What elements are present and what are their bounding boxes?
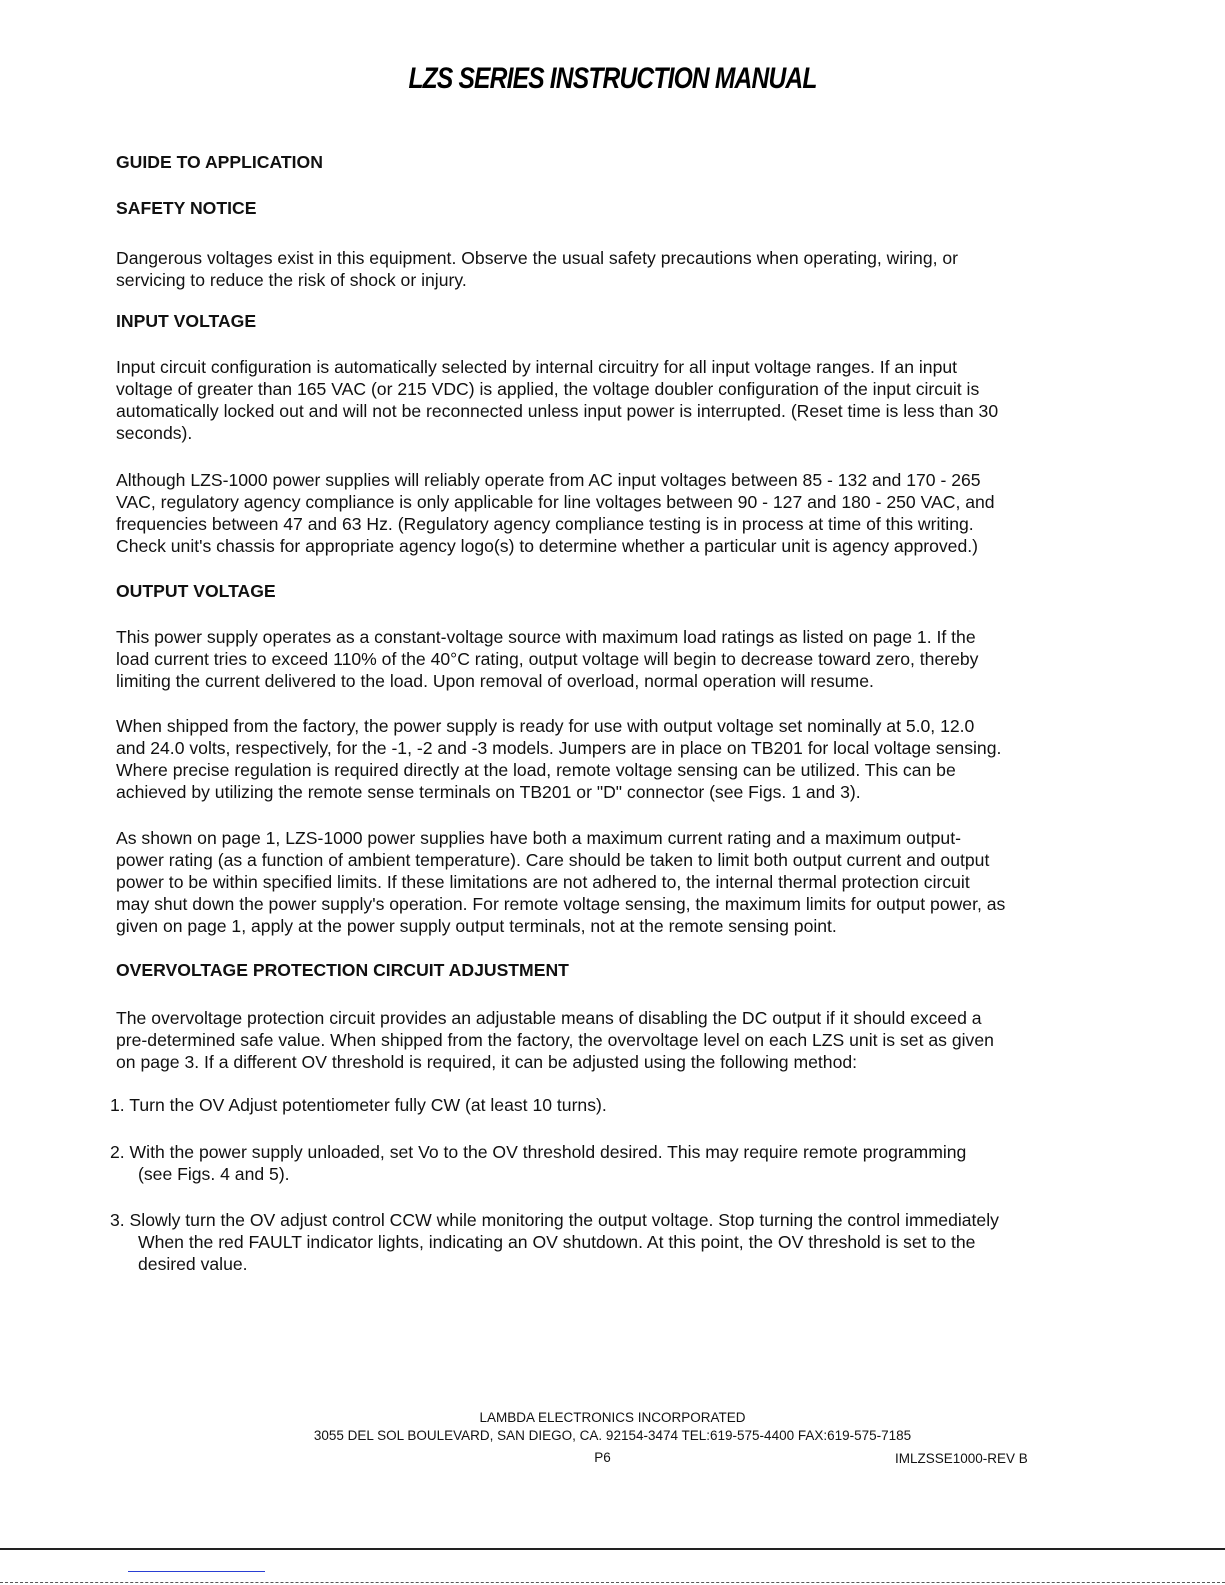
heading-safety: SAFETY NOTICE bbox=[116, 198, 257, 218]
text-line: Although LZS-1000 power supplies will reliably operate from AC input voltages between 85 - 132 and 170 - 265 bbox=[116, 470, 981, 490]
footer-company: LAMBDA ELECTRONICS INCORPORATED bbox=[479, 1410, 746, 1425]
text-line: Check unit's chassis for appropriate agency logo(s) to determine whether a particular unit is agency approved.) bbox=[116, 536, 978, 556]
heading-input: INPUT VOLTAGE bbox=[116, 311, 257, 331]
paragraph-output-3 bbox=[116, 827, 1005, 937]
paragraph-safety bbox=[116, 247, 958, 291]
text-line: and 24.0 volts, respectively, for the -1, -2 and -3 models. Jumpers are in place on TB201 for local voltage sensing. bbox=[116, 738, 1002, 758]
manual-title: LZS SERIES INSTRUCTION MANUAL bbox=[408, 62, 817, 95]
paragraph-ovp bbox=[116, 1007, 994, 1073]
text-line: The overvoltage protection circuit provides an adjustable means of disabling the DC output if it should exceed a bbox=[116, 1008, 982, 1028]
text-line: This power supply operates as a constant-voltage source with maximum load ratings as listed on page 1. If the bbox=[116, 627, 976, 647]
footer-page-number: P6 bbox=[594, 1450, 611, 1465]
text-line: power rating (as a function of ambient temperature). Care should be taken to limit both output current and output bbox=[116, 850, 990, 870]
text-line: pre-determined safe value. When shipped from the factory, the overvoltage level on each LZS unit is set as given bbox=[116, 1030, 994, 1050]
text-line: automatically locked out and will not be reconnected unless input power is interrupted. (Reset time is less than 30 bbox=[116, 401, 999, 421]
heading-guide: GUIDE TO APPLICATION bbox=[116, 152, 323, 172]
text-line: When the red FAULT indicator lights, indicating an OV shutdown. At this point, the OV threshold is set to the bbox=[138, 1232, 976, 1252]
paragraph-input-2 bbox=[116, 469, 995, 557]
text-line: load current tries to exceed 110% of the 40°C rating, output voltage will begin to decrease toward zero, thereby bbox=[116, 649, 979, 669]
text-line: frequencies between 47 and 63 Hz. (Regulatory agency compliance testing is in process at time of this writing. bbox=[116, 514, 974, 534]
paragraph-input-1 bbox=[116, 356, 998, 444]
bottom-rule bbox=[0, 1548, 1225, 1550]
text-line: power to be within specified limits. If these limitations are not adhered to, the internal thermal protection circuit bbox=[116, 872, 970, 892]
text-line: 1. Turn the OV Adjust potentiometer fully CW (at least 10 turns). bbox=[110, 1095, 607, 1115]
heading-output: OUTPUT VOLTAGE bbox=[116, 581, 276, 601]
text-line: 2. With the power supply unloaded, set Vo to the OV threshold desired. This may require remote programming bbox=[110, 1142, 967, 1162]
link-underline[interactable] bbox=[128, 1571, 265, 1572]
text-line: As shown on page 1, LZS-1000 power supplies have both a maximum current rating and a maximum output- bbox=[116, 828, 961, 848]
heading-ovp: OVERVOLTAGE PROTECTION CIRCUIT ADJUSTMENT bbox=[116, 960, 569, 980]
paragraph-output-2 bbox=[116, 715, 1001, 803]
text-line: voltage of greater than 165 VAC (or 215 VDC) is applied, the voltage doubler configuration of the input circuit is bbox=[116, 379, 980, 399]
text-line: servicing to reduce the risk of shock or injury. bbox=[116, 270, 467, 290]
text-line: on page 3. If a different OV threshold is required, it can be adjusted using the following method: bbox=[116, 1052, 858, 1072]
footer-doc-id: IMLZSSE1000-REV B bbox=[895, 1451, 1028, 1466]
text-line: may shut down the power supply's operation. For remote voltage sensing, the maximum limits for output power, as bbox=[116, 894, 1006, 914]
page-edge bbox=[0, 1582, 1225, 1584]
text-line: (see Figs. 4 and 5). bbox=[138, 1164, 290, 1184]
text-line: When shipped from the factory, the power supply is ready for use with output voltage set nominally at 5.0, 12.0 bbox=[116, 716, 975, 736]
text-line: limiting the current delivered to the load. Upon removal of overload, normal operation will resume. bbox=[116, 671, 874, 691]
text-line: given on page 1, apply at the power supply output terminals, not at the remote sensing point. bbox=[116, 916, 837, 936]
step-2 bbox=[110, 1141, 966, 1185]
text-line: achieved by utilizing the remote sense terminals on TB201 or "D" connector (see Figs. 1 and 3). bbox=[116, 782, 861, 802]
text-line: 3. Slowly turn the OV adjust control CCW while monitoring the output voltage. Stop turning the control immediately bbox=[110, 1210, 999, 1230]
text-line: Where precise regulation is required directly at the load, remote voltage sensing can be utilized. This can be bbox=[116, 760, 956, 780]
step-1 bbox=[110, 1094, 607, 1116]
text-line: seconds). bbox=[116, 423, 193, 443]
text-line: Dangerous voltages exist in this equipment. Observe the usual safety precautions when operating, wiring, or bbox=[116, 248, 959, 268]
footer-address: 3055 DEL SOL BOULEVARD, SAN DIEGO, CA. 92154-3474 TEL:619-575-4400 FAX:619-575-7185 bbox=[313, 1428, 912, 1443]
paragraph-output-1 bbox=[116, 626, 978, 692]
step-3 bbox=[110, 1209, 999, 1275]
text-line: desired value. bbox=[138, 1254, 248, 1274]
text-line: VAC, regulatory agency compliance is only applicable for line voltages between 90 - 127 and 180 - 250 VAC, and bbox=[116, 492, 995, 512]
text-line: Input circuit configuration is automatically selected by internal circuitry for all input voltage ranges. If an input bbox=[116, 357, 958, 377]
